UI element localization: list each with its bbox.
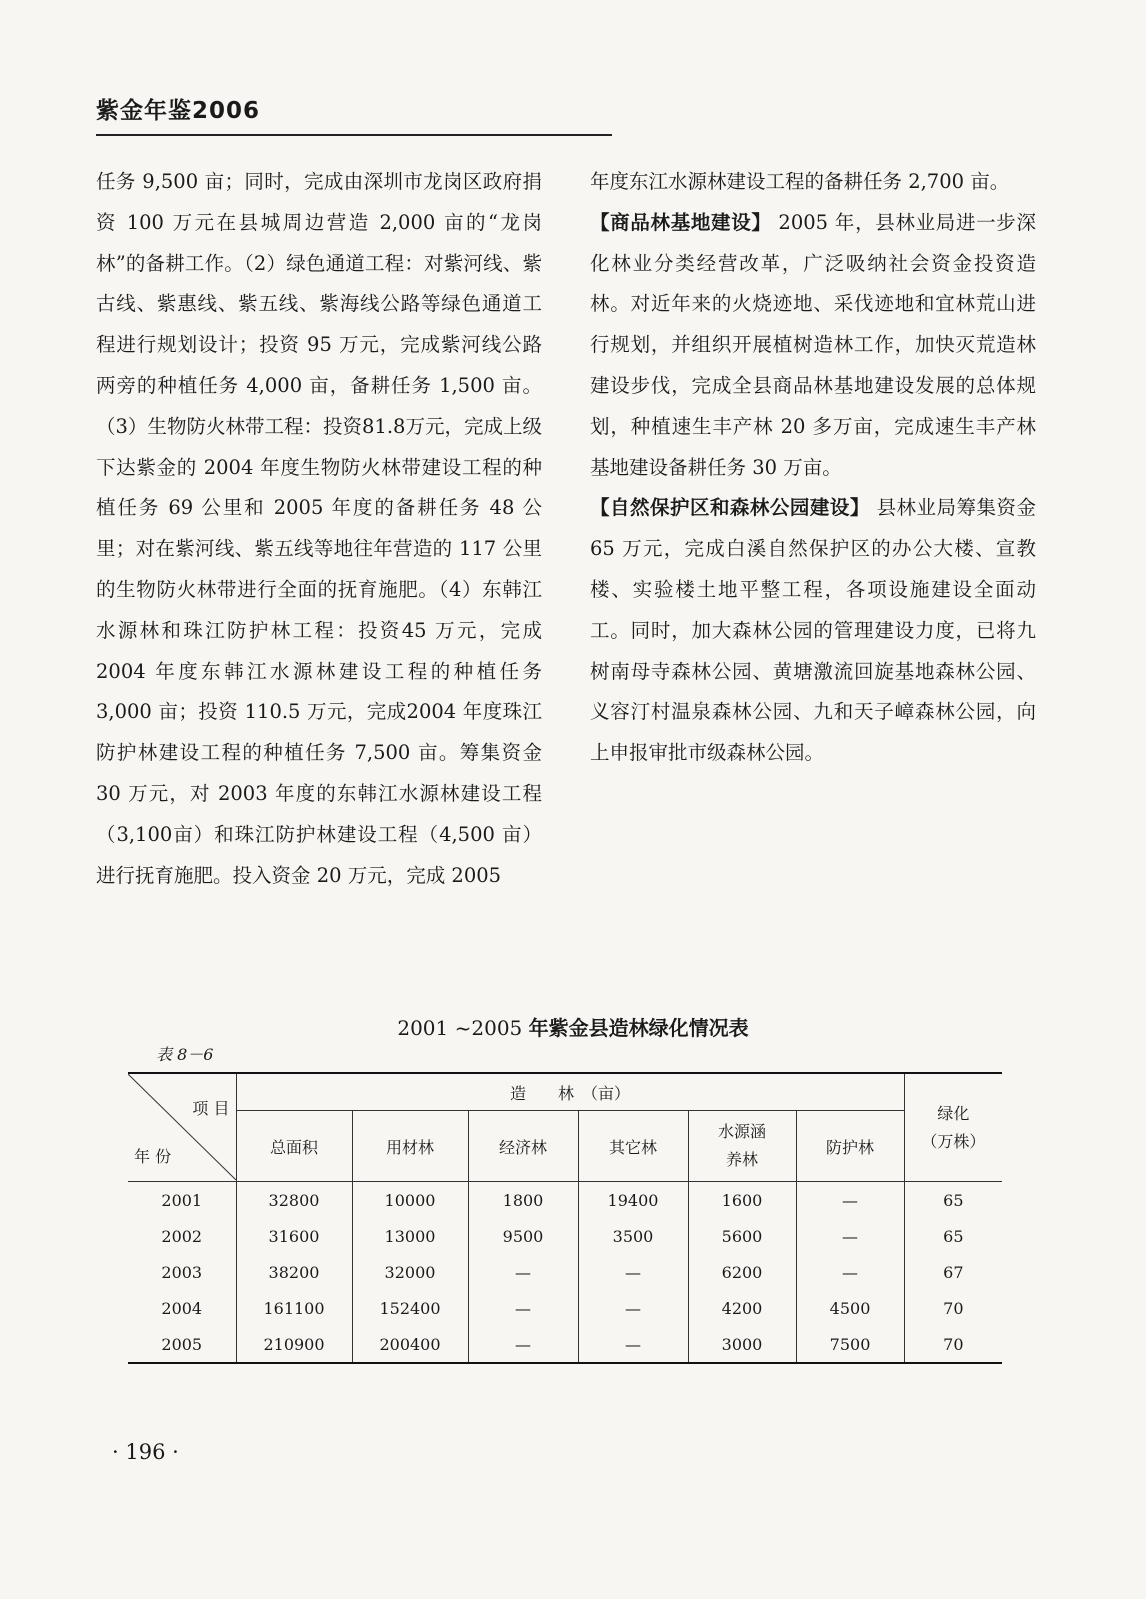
left-column	[96, 162, 542, 896]
cell-timber: 152400	[352, 1290, 468, 1326]
cell-water-conservation: 5600	[688, 1218, 796, 1254]
right-paragraph-3	[590, 488, 1036, 774]
cell-total-area: 31600	[236, 1218, 352, 1254]
cell-greening: 70	[904, 1326, 1002, 1363]
cell-year: 2002	[128, 1218, 236, 1254]
table-row	[128, 1218, 1002, 1254]
corner-label-year: 年 份	[134, 1147, 172, 1166]
header-greening: 绿化 （万株）	[904, 1073, 1002, 1182]
running-header: 紫金年鉴2006	[96, 98, 261, 124]
cell-protection: 4500	[829, 1298, 871, 1318]
cell-water-conservation: 6200	[688, 1254, 796, 1290]
right-paragraph-2	[590, 203, 1036, 489]
cell-year: 2003	[128, 1254, 236, 1290]
right-paragraph-1: 年度东江水源林建设工程的备耕任务 2,700 亩。	[590, 170, 1010, 193]
cell-timber: 200400	[352, 1326, 468, 1363]
cell-economic: —	[468, 1290, 578, 1326]
cell-economic: —	[468, 1254, 578, 1290]
cell-other: —	[578, 1326, 688, 1363]
cell-economic: 9500	[468, 1218, 578, 1254]
table-title	[0, 1012, 1146, 1041]
cell-greening: 65	[904, 1182, 1002, 1219]
page-number: · 196 ·	[112, 1440, 179, 1464]
corner-label-item: 项 目	[192, 1099, 230, 1118]
cell-total-area: 38200	[236, 1254, 352, 1290]
cell-timber: 10000	[352, 1182, 468, 1219]
cell-protection: —	[842, 1262, 859, 1282]
section-heading-nature-reserve: 【自然保护区和森林公园建设】	[590, 496, 870, 520]
header-other-forest: 其它林	[578, 1111, 688, 1182]
table-title-years: 2001 ~2005	[397, 1016, 523, 1040]
cell-water-conservation: 3000	[688, 1326, 796, 1363]
cell-timber: 13000	[352, 1218, 468, 1254]
table-row	[128, 1290, 1002, 1326]
cell-timber: 32000	[352, 1254, 468, 1290]
header-rule	[96, 134, 612, 136]
header-protection-forest: 防护林	[796, 1111, 904, 1182]
header-timber-forest: 用材林	[352, 1111, 468, 1182]
table-number: 表 8－6	[156, 1045, 214, 1064]
left-paragraph: 任务 9,500 亩；同时，完成由深圳市龙岗区政府捐资 100 万元在县城周边营造 2,000 亩的“龙岗林”的备耕工作。（2）绿色通道工程：对紫河线、紫古线、紫惠线、紫五线、紫海线公路等绿色通道工程进行规划设计；投资 95 万元，完成紫河线公路两旁的种植任务 4,000 亩，备耕任务 1,500 亩。（3）生物防火林带工程：投资81.8万元，完成上级下达紫金的 2004 年度生物防火林带建设工程的种植任务 69 公里和 2005 年度的备耕任务 48 公里；对在紫河线、紫五线等地往年营造的 117 公里的生物防火林带进行全面的抚育施肥。（4）东韩江水源林和珠江防护林工程：投资45 万元，完成2004 年度东韩江水源林建设工程的种植任务 3,000 亩；投资 110.5 万元，完成2004 年度珠江防护林建设工程的种植任务 7,500 亩。筹集资金 30 万元，对 2003 年度的东韩江水源林建设工程（3,100亩）和珠江防护林建设工程（4,500 亩）进行抚育施肥。投入资金 20 万元，完成 2005	[96, 170, 542, 887]
cell-other: —	[578, 1254, 688, 1290]
header-economic-forest: 经济林	[468, 1111, 578, 1182]
table-title-text: 年紫金县造林绿化情况表	[528, 1016, 749, 1040]
table-row	[128, 1326, 1002, 1363]
section-heading-commercial-forest: 【商品林基地建设】	[590, 210, 772, 234]
header-afforestation-group: 造 林 （亩）	[236, 1073, 904, 1111]
right-column	[590, 162, 1036, 774]
cell-economic: 1800	[468, 1182, 578, 1219]
cell-total-area: 32800	[236, 1182, 352, 1219]
table-row	[128, 1182, 1002, 1219]
afforestation-table	[128, 1072, 1002, 1364]
section-body-commercial-forest: 2005 年，县林业局进一步深化林业分类经营改革，广泛吸纳社会资金投资造林。对近年来的火烧迹地、采伐迹地和宜林荒山进行规划，并组织开展植树造林工作，加快灭荒造林建设步伐，完成全县商品林基地建设发展的总体规划，种植速生丰产林 20 多万亩，完成速生丰产林基地建设备耕任务 30 万亩。	[590, 210, 1036, 479]
cell-total-area: 210900	[236, 1326, 352, 1363]
table-row	[128, 1254, 1002, 1290]
header-total-area: 总面积	[236, 1111, 352, 1182]
section-body-nature-reserve: 县林业局筹集资金 65 万元，完成白溪自然保护区的办公大楼、宣教楼、实验楼土地平整工程，各项设施建设全面动工。同时，加大森林公园的管理建设力度，已将九树南母寺森林公园、黄塘激流回旋基地森林公园、义容汀村温泉森林公园、九和天子嶂森林公园，向上申报审批市级森林公园。	[590, 496, 1036, 765]
cell-greening: 70	[904, 1290, 1002, 1326]
cell-water-conservation: 4200	[688, 1290, 796, 1326]
cell-protection: 7500	[796, 1326, 904, 1363]
header-water-conservation-forest: 水源涵 养林	[688, 1111, 796, 1182]
cell-economic: —	[468, 1326, 578, 1363]
cell-greening: 67	[904, 1254, 1002, 1290]
cell-water-conservation: 1600	[688, 1182, 796, 1219]
cell-other: —	[578, 1290, 688, 1326]
cell-other: 3500	[578, 1218, 688, 1254]
cell-protection: —	[842, 1190, 859, 1210]
cell-year: 2001	[128, 1182, 236, 1219]
cell-protection: —	[842, 1226, 859, 1246]
cell-other: 19400	[578, 1182, 688, 1219]
cell-year: 2004	[128, 1290, 236, 1326]
cell-total-area: 161100	[236, 1290, 352, 1326]
cell-greening: 65	[904, 1218, 1002, 1254]
cell-year: 2005	[128, 1326, 236, 1363]
table-corner-cell	[128, 1073, 236, 1182]
